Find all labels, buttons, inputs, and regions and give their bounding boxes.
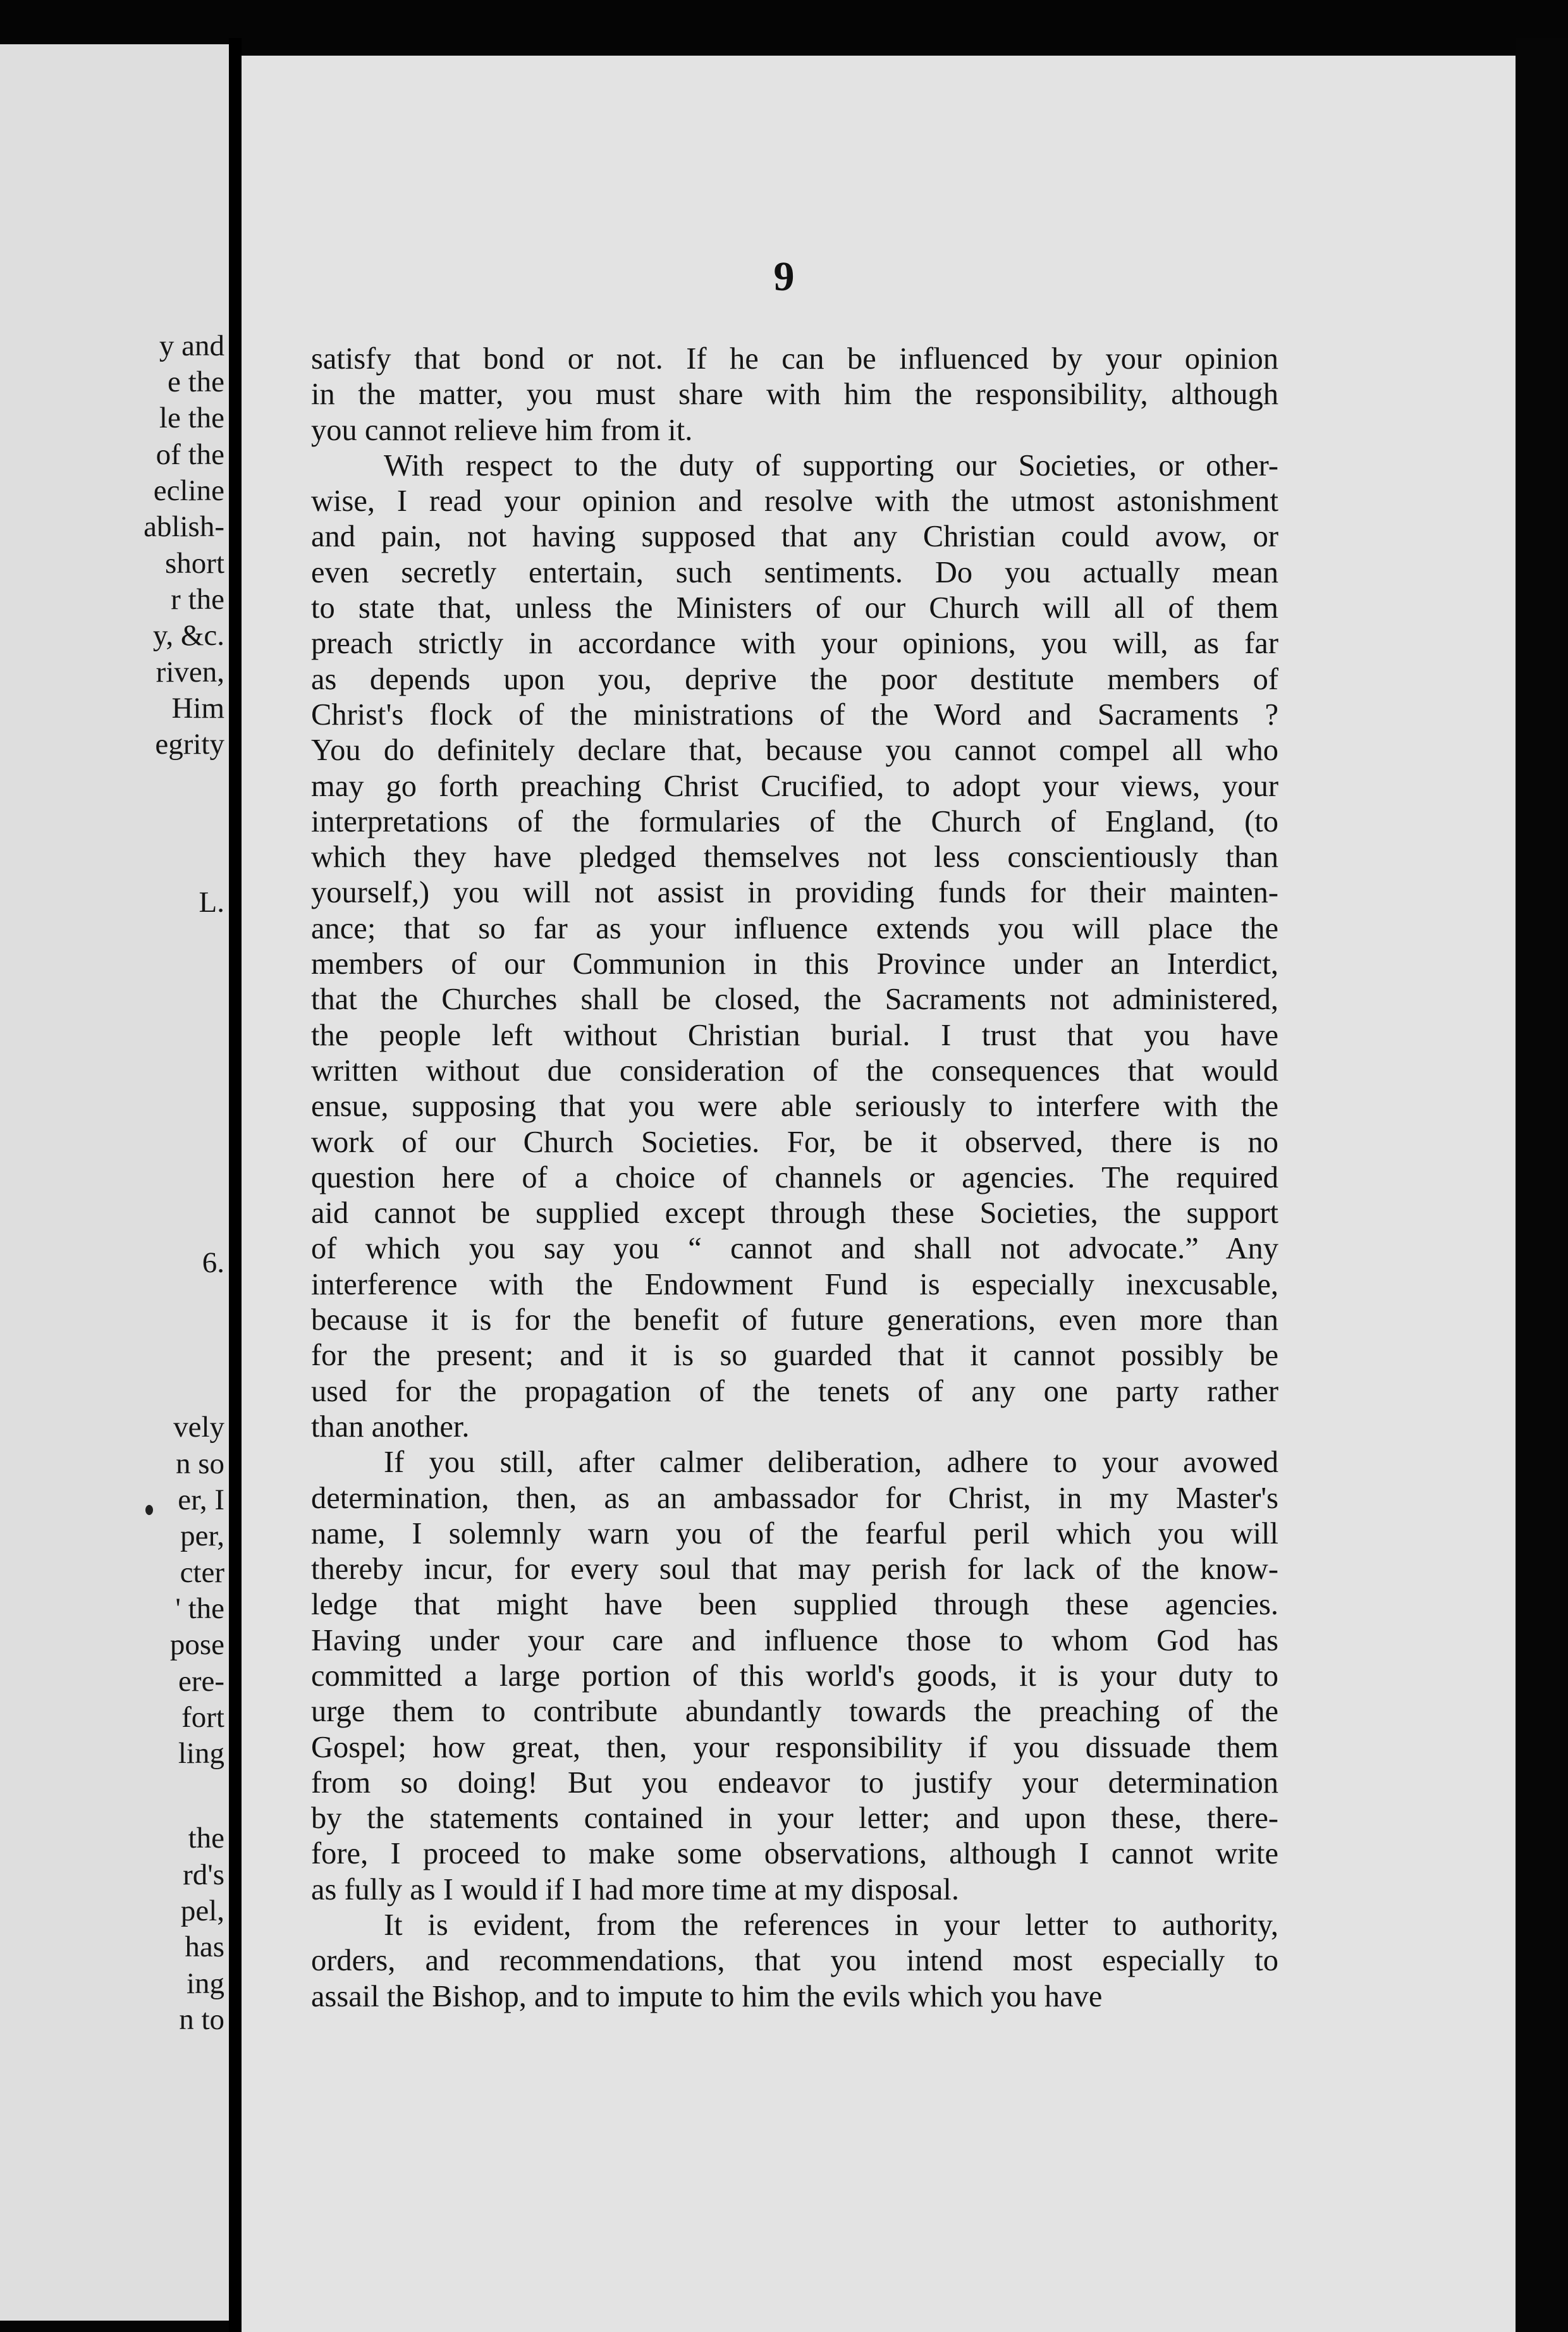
previous-page-line: riven, [156, 656, 224, 689]
previous-page-line: short [165, 547, 224, 580]
previous-page-line: pose [169, 1628, 224, 1661]
previous-page-line: er, I [178, 1483, 224, 1516]
previous-page-line: egrity [155, 728, 224, 761]
text-line: satisfy that bond or not. If he can be influenced by your opinion [311, 342, 1278, 376]
text-line: It is evident, from the references in your letter to authority, [384, 1908, 1278, 1942]
text-line: interference with the Endowment Fund is especially inexcusable, [311, 1267, 1278, 1301]
text-line: that the Churches shall be closed, the Sacraments not administered, [311, 983, 1278, 1017]
text-line: ledge that might have been supplied through these agencies. [311, 1588, 1278, 1622]
page-number: 9 [773, 254, 795, 300]
previous-page-line: ere- [178, 1665, 224, 1698]
text-line: committed a large portion of this world's goods, it is your duty to [311, 1659, 1278, 1693]
text-line: as depends upon you, deprive the poor destitute members of [311, 662, 1278, 696]
text-line: orders, and recommendations, that you intend most especially to [311, 1944, 1278, 1978]
previous-page-line: L. [199, 886, 224, 919]
previous-page-line: y, &c. [152, 619, 224, 652]
text-line: than another. [311, 1409, 470, 1444]
previous-page-line: fort [181, 1701, 224, 1734]
previous-page-line: ablish- [144, 510, 224, 543]
text-line: preach strictly in accordance with your opinions, you will, as far [311, 627, 1278, 661]
text-line: which they have pledged themselves not less conscientiously than [311, 840, 1278, 874]
text-line: yourself,) you will not assist in providing funds for their mainten- [311, 876, 1278, 910]
previous-page-line: per, [180, 1519, 224, 1552]
text-line: of which you say you “ cannot and shall not advocate.” Any [311, 1232, 1278, 1266]
text-line: as fully as I would if I had more time at my disposal. [311, 1872, 960, 1906]
text-line: interpretations of the formularies of the Church of England, (to [311, 804, 1278, 838]
text-line: thereby incur, for every soul that may perish for lack of the know- [311, 1552, 1278, 1586]
text-line: fore, I proceed to make some observations, although I cannot write [311, 1837, 1278, 1871]
text-line: and pain, not having supposed that any Christian could avow, or [311, 520, 1278, 554]
previous-page-line: the [188, 1822, 224, 1855]
previous-page-line: has [185, 1930, 224, 1963]
text-line: work of our Church Societies. For, be it observed, there is no [311, 1125, 1278, 1159]
text-line: name, I solemnly warn you of the fearful peril which you will [311, 1516, 1278, 1550]
ink-speck [145, 1505, 153, 1515]
previous-page-line: n so [175, 1447, 224, 1480]
previous-page-line: n to [179, 2003, 224, 2036]
previous-page-line: y and [159, 329, 224, 362]
text-line: ensue, supposing that you were able seriously to interfere with the [311, 1089, 1278, 1124]
previous-page-line: cter [180, 1556, 224, 1589]
previous-page-line: 6. [202, 1246, 224, 1279]
book-gutter [229, 38, 242, 2332]
text-line: by the statements contained in your letter; and upon these, there- [311, 1801, 1278, 1836]
text-line: Having under your care and influence those to whom God has [311, 1623, 1278, 1657]
previous-page-line: pel, [180, 1894, 224, 1927]
previous-page-line: Him [171, 692, 224, 725]
text-line: aid cannot be supplied except through these Societies, the support [311, 1196, 1278, 1230]
text-line: urge them to contribute abundantly towards the preaching of the [311, 1695, 1278, 1729]
text-line: written without due consideration of the consequences that would [311, 1053, 1278, 1088]
text-line: from so doing! But you endeavor to justify your determination [311, 1765, 1278, 1800]
text-line: members of our Communion in this Province under an Interdict, [311, 947, 1278, 981]
previous-page-line: vely [173, 1411, 224, 1444]
text-line: You do definitely declare that, because you cannot compel all who [311, 733, 1278, 768]
previous-page-line: e the [167, 365, 224, 398]
text-line: for the present; and it is so guarded that it cannot possibly be [311, 1339, 1278, 1373]
text-line: in the matter, you must share with him the responsibility, although [311, 377, 1278, 412]
body-text [311, 341, 1278, 2015]
text-line: even secretly entertain, such sentiments. Do you actually mean [311, 555, 1278, 589]
previous-page-edge [0, 44, 229, 2321]
text-line: question here of a choice of channels or agencies. The required [311, 1160, 1278, 1194]
text-line: the people left without Christian burial. I trust that you have [311, 1018, 1278, 1052]
text-line: used for the propagation of the tenets of any one party rather [311, 1374, 1278, 1408]
text-line: you cannot relieve him from it. [311, 413, 693, 447]
previous-page-line: r the [171, 583, 224, 616]
text-line: assail the Bishop, and to impute to him the evils which you have [311, 1979, 1103, 2013]
text-line: to state that, unless the Ministers of our Church will all of them [311, 591, 1278, 625]
previous-page-line: ling [178, 1737, 224, 1770]
previous-page-line: of the [156, 438, 224, 471]
text-line: wise, I read your opinion and resolve with the utmost astonishment [311, 484, 1278, 519]
previous-page-line: ing [186, 1967, 224, 2000]
previous-page-line: ecline [153, 474, 224, 507]
previous-page-line: rd's [183, 1858, 224, 1891]
text-line: With respect to the duty of supporting our Societies, or other- [384, 448, 1278, 482]
text-line: determination, then, as an ambassador for Christ, in my Master's [311, 1481, 1278, 1515]
text-line: because it is for the benefit of future generations, even more than [311, 1303, 1278, 1337]
text-line: If you still, after calmer deliberation, adhere to your avowed [384, 1445, 1278, 1480]
text-line: may go forth preaching Christ Crucified, to adopt your views, your [311, 769, 1278, 803]
text-line: Christ's flock of the ministrations of the Word and Sacraments ? [311, 697, 1278, 732]
previous-page-line: ' the [175, 1592, 224, 1625]
previous-page-line: le the [159, 402, 224, 434]
text-line: Gospel; how great, then, your responsibility if you dissuade them [311, 1730, 1278, 1764]
text-line: ance; that so far as your influence extends you will place the [311, 911, 1278, 945]
scan-right-edge [1516, 38, 1568, 2332]
